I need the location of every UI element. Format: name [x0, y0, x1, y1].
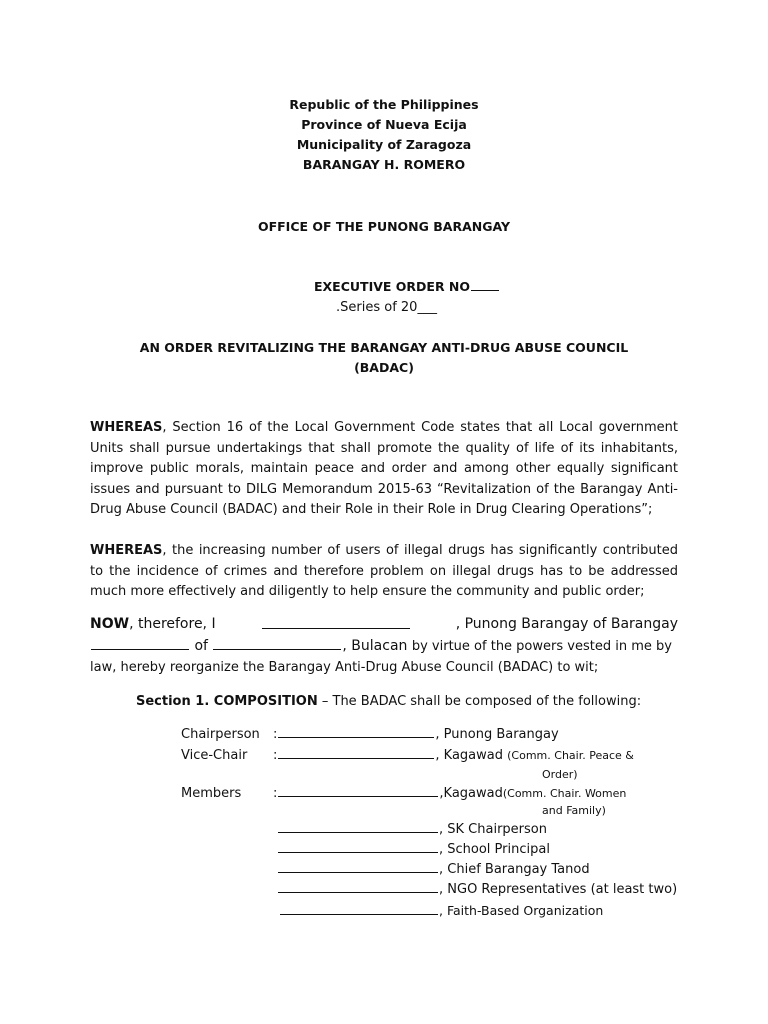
- whereas-text: , Section 16 of the Local Government Code states that all Local government Units shall pursue undertakings that shall promote the quality of life of its inhabitants, improve public morals, maintain peace and order and among other equally significant issues and pursuant to DILG Memorandum 2015-63 “Revitalization of the Barangay Anti-Drug Abuse Council (BADAC) and their Role in their Role in Drug Clearing Operations”;: [90, 420, 678, 517]
- name-blank[interactable]: [262, 627, 410, 629]
- tanod-blank[interactable]: [278, 871, 438, 873]
- now-line-1: [90, 616, 678, 632]
- whereas-lead: WHEREAS: [90, 420, 163, 435]
- now-line-3: law, hereby reorganize the Barangay Anti-Drug Abuse Council (BADAC) to wit;: [90, 660, 599, 675]
- header-republic: Republic of the Philippines: [289, 97, 479, 112]
- order-title: AN ORDER REVITALIZING THE BARANGAY ANTI-DRUG ABUSE COUNCIL: [139, 340, 629, 355]
- executive-order-number: EXECUTIVE ORDER NO: [314, 279, 500, 294]
- now-lead: NOW: [90, 616, 130, 632]
- tanod-role: , Chief Barangay Tanod: [439, 862, 590, 877]
- whereas-lead: WHEREAS: [90, 543, 163, 558]
- tanod-row: [277, 862, 590, 877]
- municipality-blank[interactable]: [213, 648, 341, 650]
- colon: :: [273, 786, 278, 801]
- now-powers: by virtue of the powers vested in me by: [411, 639, 672, 654]
- members-row: [273, 786, 626, 801]
- now-therefore: , therefore, I: [129, 616, 216, 632]
- members-label: Members: [181, 786, 242, 801]
- principal-row: [277, 842, 550, 857]
- now-of: of: [194, 638, 208, 654]
- colon: :: [273, 748, 278, 763]
- series-line: .Series of 20___: [336, 300, 437, 315]
- members-note-2: and Family): [542, 804, 606, 817]
- office-title: OFFICE OF THE PUNONG BARANGAY: [257, 219, 511, 234]
- now-line-2: [90, 638, 672, 654]
- ngo-row: [277, 882, 677, 897]
- vice-row: [273, 748, 634, 763]
- chair-label: Chairperson: [181, 727, 260, 742]
- sk-blank[interactable]: [278, 831, 438, 833]
- principal-role: , School Principal: [439, 842, 550, 857]
- vice-blank[interactable]: [278, 757, 434, 759]
- principal-blank[interactable]: [278, 851, 438, 853]
- section-1: [136, 694, 641, 709]
- now-punong-barangay: , Punong Barangay of Barangay: [455, 616, 678, 632]
- faith-row: [279, 903, 603, 918]
- members-role: ,Kagawad: [439, 786, 503, 801]
- vice-note-2: Order): [542, 768, 578, 781]
- header-province: Province of Nueva Ecija: [301, 117, 467, 132]
- vice-note: (Comm. Chair. Peace &: [507, 749, 634, 762]
- section-text: – The BADAC shall be composed of the following:: [317, 694, 642, 709]
- vice-role: , Kagawad: [435, 748, 503, 763]
- whereas-paragraph-1: [90, 418, 678, 521]
- faith-role: , Faith-Based Organization: [439, 903, 604, 918]
- chair-row: [273, 727, 559, 742]
- header-barangay: BARANGAY H. ROMERO: [302, 157, 466, 172]
- vice-label: Vice-Chair: [181, 748, 248, 763]
- chair-blank[interactable]: [278, 736, 434, 738]
- whereas-paragraph-2: [90, 541, 678, 603]
- sk-row: [277, 822, 547, 837]
- members-blank[interactable]: [278, 795, 438, 797]
- now-bulacan: , Bulacan: [342, 638, 408, 654]
- section-heading: Section 1. COMPOSITION: [136, 694, 318, 709]
- header-municipality: Municipality of Zaragoza: [296, 137, 472, 152]
- ngo-role: , NGO Representatives (at least two): [439, 882, 678, 897]
- barangay-blank[interactable]: [91, 648, 189, 650]
- sk-role: , SK Chairperson: [439, 822, 547, 837]
- chair-role: , Punong Barangay: [435, 727, 559, 742]
- whereas-text: , the increasing number of users of illegal drugs has significantly contributed to the incidence of crimes and therefore problem on illegal drugs has to be addressed much more effectively and diligently to help ensure the community and public order;: [90, 543, 678, 599]
- order-title-acronym: (BADAC): [354, 360, 414, 375]
- colon: :: [273, 727, 278, 742]
- faith-blank[interactable]: [280, 913, 438, 915]
- ngo-blank[interactable]: [278, 891, 438, 893]
- members-note: (Comm. Chair. Women: [502, 787, 627, 800]
